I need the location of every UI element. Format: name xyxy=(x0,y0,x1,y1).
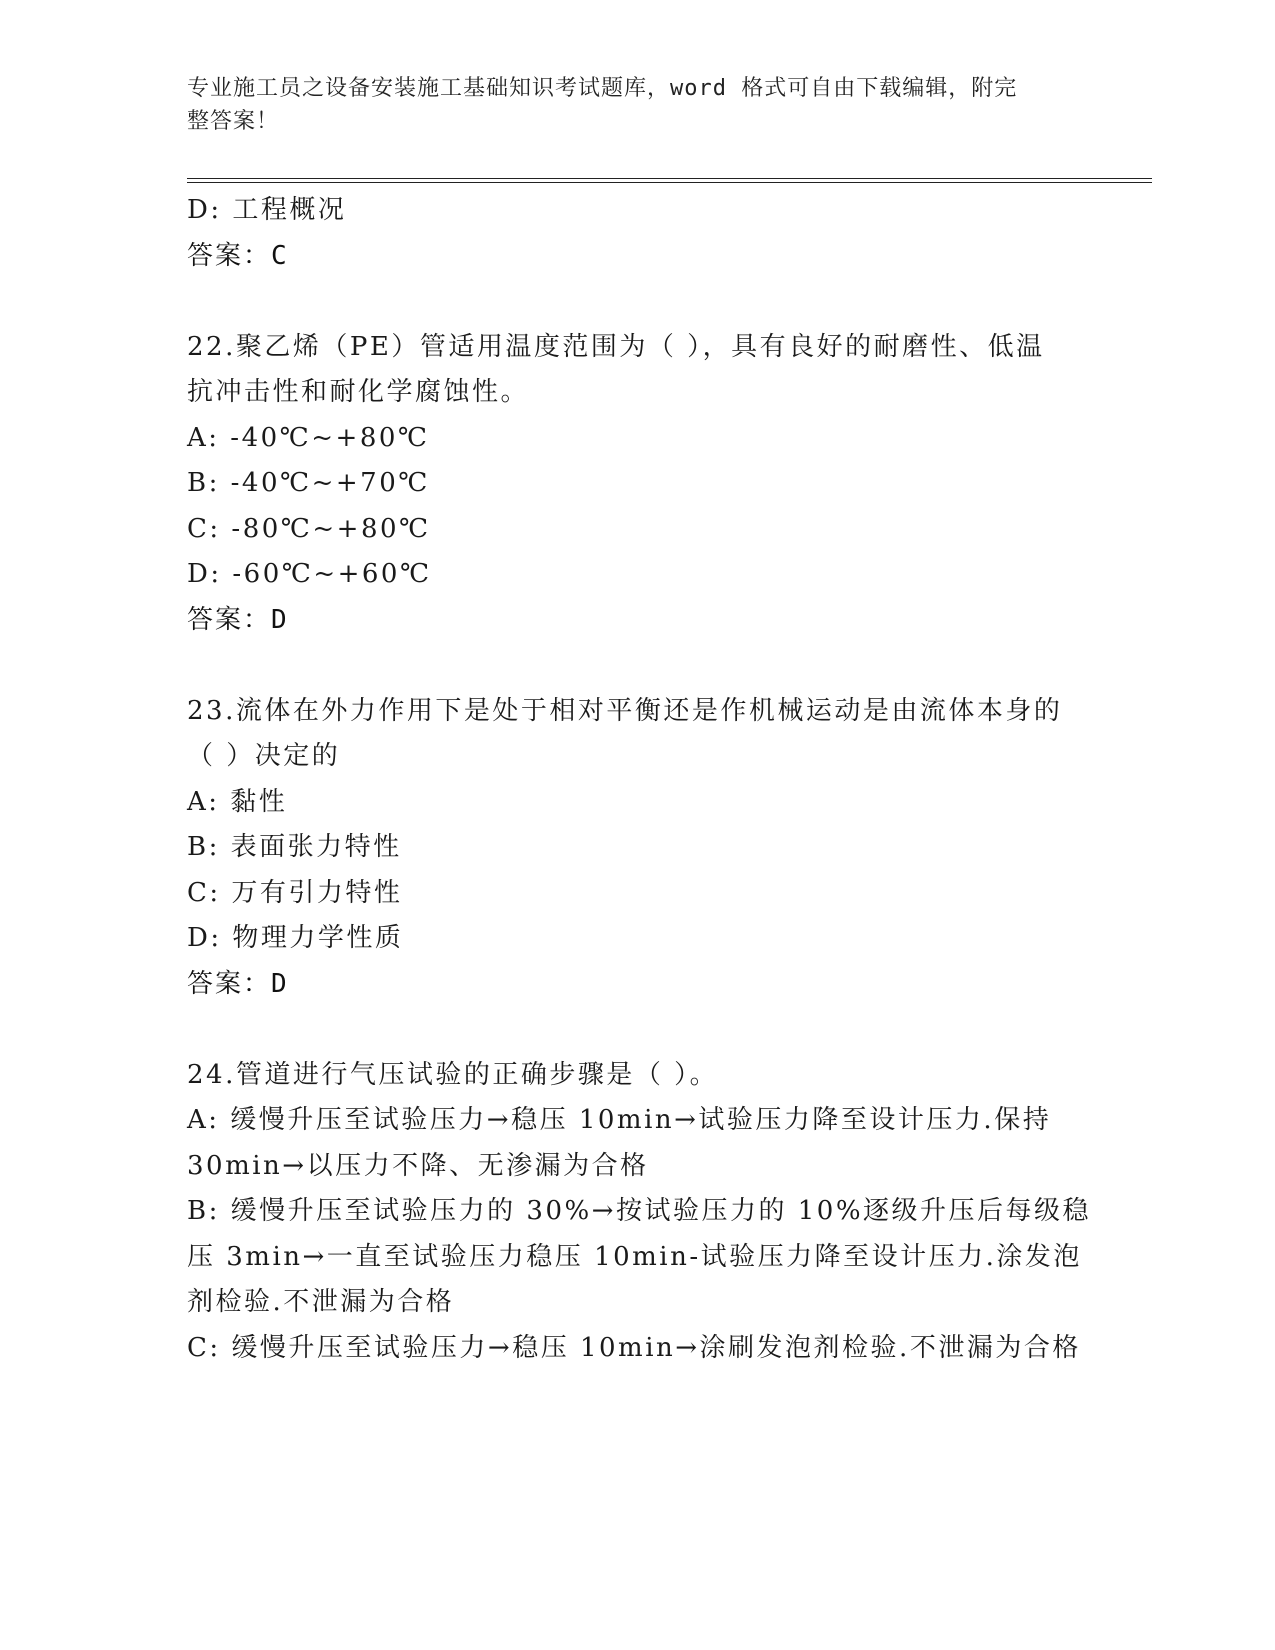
option-d: D: -60℃~+60℃ xyxy=(187,559,432,589)
question-text-line: 抗冲击性和耐化学腐蚀性。 xyxy=(187,377,530,407)
option-b: B: -40℃~+70℃ xyxy=(187,468,430,498)
question-text-line: 22.聚乙烯（PE）管适用温度范围为（ ），具有良好的耐磨性、低温 xyxy=(187,331,1045,362)
option-c: C: -80℃~+80℃ xyxy=(187,513,431,544)
option-a: A: 缓慢升压至试验压力→稳压 10min→试验压力降至设计压力.保持 xyxy=(187,1105,1052,1135)
answer-label: 答案：D xyxy=(187,604,289,635)
question-23 xyxy=(187,689,1087,1008)
question-text-line: 24.管道进行气压试验的正确步骤是（ ）。 xyxy=(187,1059,719,1090)
option-b: B: 表面张力特性 xyxy=(187,832,402,862)
question-text-line: 23.流体在外力作用下是处于相对平衡还是作机械运动是由流体本身的 xyxy=(187,695,1063,726)
document-header xyxy=(187,72,1067,138)
option-d: D: 物理力学性质 xyxy=(187,923,404,953)
option-a: A: -40℃~+80℃ xyxy=(187,422,430,453)
spacer xyxy=(187,1007,1087,1053)
option-a: A: 黏性 xyxy=(187,786,288,817)
option-a-continued: 30min→以压力不降、无渗漏为合格 xyxy=(187,1150,649,1181)
answer-label: 答案：C xyxy=(187,240,289,271)
option-b: B: 缓慢升压至试验压力的 30%→按试验压力的 10%逐级升压后每级稳 xyxy=(187,1196,1092,1226)
header-divider xyxy=(187,178,1152,183)
question-24 xyxy=(187,1053,1092,1372)
option-c: C: 缓慢升压至试验压力→稳压 10min→涂刷发泡剂检验.不泄漏为合格 xyxy=(187,1332,1081,1363)
question-22 xyxy=(187,325,1087,644)
spacer xyxy=(187,643,1087,689)
document-body xyxy=(187,188,1092,1371)
option-c: C: 万有引力特性 xyxy=(187,877,403,908)
spacer xyxy=(187,279,1087,325)
question-text-line: （ ）决定的 xyxy=(187,741,341,771)
option-d: D: 工程概况 xyxy=(187,195,347,225)
header-line-1: 专业施工员之设备安装施工基础知识考试题库，word 格式可自由下载编辑，附完 xyxy=(187,76,1018,101)
answer-label: 答案：D xyxy=(187,968,289,999)
option-b-continued: 压 3min→一直至试验压力稳压 10min-试验压力降至设计压力.涂发泡 xyxy=(187,1241,1082,1272)
option-b-continued: 剂检验.不泄漏为合格 xyxy=(187,1287,455,1317)
question-21-tail xyxy=(187,188,1087,279)
header-line-2: 整答案！ xyxy=(187,109,280,134)
